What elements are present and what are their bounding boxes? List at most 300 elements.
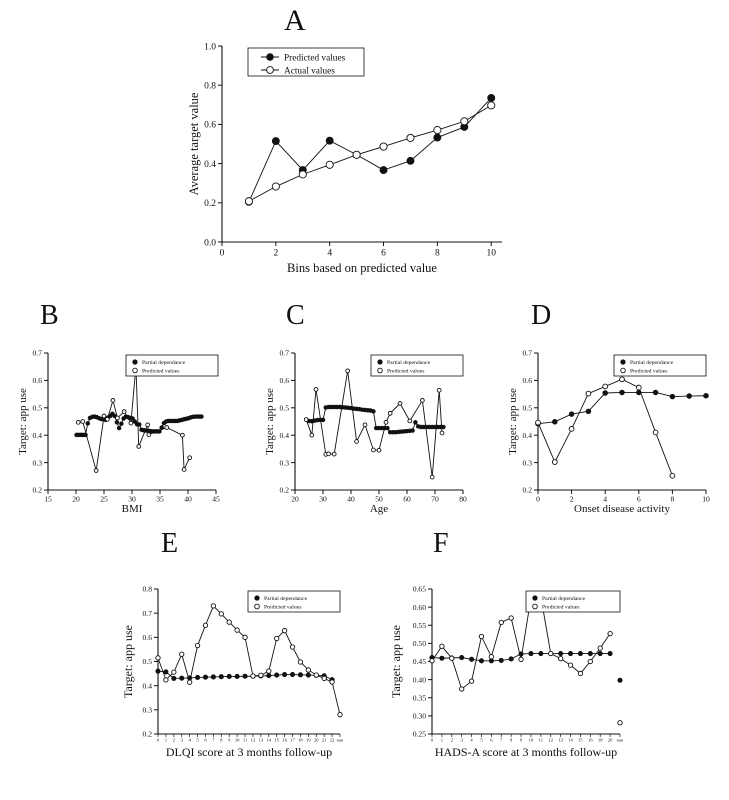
data-point-filled bbox=[117, 426, 121, 430]
data-point-open bbox=[346, 369, 350, 373]
data-point-open bbox=[165, 426, 169, 430]
data-point-filled bbox=[608, 651, 612, 655]
y-axis-title: Average target value bbox=[187, 92, 201, 196]
x-tick-label: 7 bbox=[500, 737, 503, 743]
x-tick-label: 4 bbox=[470, 737, 473, 743]
data-point-filled bbox=[219, 675, 223, 679]
x-tick-label: 18 bbox=[298, 737, 303, 743]
x-tick-label: 8 bbox=[670, 494, 675, 504]
data-point-open bbox=[499, 620, 503, 624]
data-point-filled bbox=[164, 670, 168, 674]
data-point-open bbox=[430, 659, 434, 663]
x-tick-label: 16 bbox=[282, 737, 287, 743]
data-point-open bbox=[384, 420, 388, 424]
x-tick-label: 45 bbox=[212, 494, 220, 504]
data-point-open bbox=[272, 183, 279, 190]
y-tick-label: 0.5 bbox=[522, 403, 532, 413]
data-point-open bbox=[181, 433, 185, 437]
data-point-open bbox=[353, 151, 360, 158]
data-point-filled bbox=[499, 658, 503, 662]
y-axis-title: Target: app use bbox=[264, 388, 276, 455]
legend-label: Partial dependance bbox=[542, 595, 586, 602]
data-point-open bbox=[552, 460, 557, 465]
legend-marker-open bbox=[533, 604, 538, 609]
x-tick-label: 20 bbox=[313, 737, 319, 743]
y-tick-label: 0.2 bbox=[279, 485, 289, 495]
data-point-open bbox=[377, 448, 381, 452]
data-point-open bbox=[299, 171, 306, 178]
y-tick-label: 0.7 bbox=[32, 348, 42, 358]
legend-label: Partial dependance bbox=[264, 595, 308, 602]
data-point-filled bbox=[687, 394, 692, 399]
y-tick-label: 0.50 bbox=[412, 639, 426, 649]
panel-b bbox=[0, 300, 243, 530]
x-tick-label: 60 bbox=[403, 494, 411, 504]
data-point-open bbox=[290, 645, 294, 649]
x-tick-label: 2 bbox=[450, 737, 453, 743]
y-axis-title: Target: app use bbox=[389, 625, 403, 698]
data-point-open bbox=[164, 678, 168, 682]
x-tick-label: 20 bbox=[607, 737, 613, 743]
data-point-filled bbox=[434, 134, 441, 141]
y-tick-label: 0.4 bbox=[204, 159, 216, 170]
data-point-filled bbox=[275, 673, 279, 677]
data-point-open bbox=[440, 644, 444, 648]
x-tick-label: 3 bbox=[180, 737, 183, 743]
data-point-open bbox=[235, 628, 239, 632]
x-tick-label: 22 bbox=[329, 737, 335, 743]
x-tick-label: 0 bbox=[536, 494, 540, 504]
y-tick-label: 0.65 bbox=[412, 584, 426, 594]
data-point-open bbox=[147, 433, 151, 437]
x-tick-label: 4 bbox=[188, 737, 191, 743]
data-point-open bbox=[322, 676, 326, 680]
y-axis-title: Target: app use bbox=[121, 625, 135, 698]
y-tick-label: 1.0 bbox=[204, 42, 216, 53]
x-tick-label: 11 bbox=[538, 737, 544, 743]
data-point-filled bbox=[469, 657, 473, 661]
series-line bbox=[158, 606, 340, 715]
x-tick-label: 14 bbox=[568, 737, 573, 743]
y-tick-label: 0.3 bbox=[279, 458, 289, 468]
x-tick-label: 20 bbox=[291, 494, 299, 504]
legend-label: Predicted values bbox=[542, 604, 580, 611]
x-tick-label: 4 bbox=[327, 248, 333, 259]
data-point-open bbox=[434, 126, 441, 133]
x-tick-label: 13 bbox=[258, 737, 264, 743]
data-point-open bbox=[76, 420, 80, 424]
data-point-open bbox=[203, 623, 207, 627]
legend-marker-filled bbox=[255, 596, 260, 601]
legend-marker-filled bbox=[621, 360, 626, 365]
legend-label: Partial dependance bbox=[387, 359, 431, 366]
data-point-filled bbox=[488, 94, 495, 101]
panel-c bbox=[243, 300, 486, 530]
x-tick-label: 12 bbox=[548, 737, 554, 743]
y-tick-label: 0.40 bbox=[412, 675, 426, 685]
x-tick-label: 13 bbox=[558, 737, 563, 743]
y-tick-label: 0.6 bbox=[142, 632, 152, 642]
panel-e-letter: E bbox=[161, 528, 179, 559]
x-tick-label: 50 bbox=[375, 494, 383, 504]
x-axis-title: DLQI score at 3 months follow-up bbox=[165, 745, 333, 759]
data-point-open bbox=[304, 418, 308, 422]
data-point-open bbox=[440, 431, 444, 435]
legend-label: Actual values bbox=[284, 66, 335, 77]
panel-e-chart bbox=[100, 528, 390, 800]
data-point-open bbox=[509, 616, 513, 620]
data-point-open bbox=[251, 674, 255, 678]
data-point-open bbox=[469, 679, 473, 683]
x-tick-label: 8 bbox=[510, 737, 513, 743]
y-tick-label: 0.7 bbox=[279, 348, 289, 358]
data-point-open bbox=[380, 143, 387, 150]
data-point-filled bbox=[586, 409, 591, 414]
data-point-filled bbox=[227, 674, 231, 678]
x-tick-label: 2 bbox=[172, 737, 175, 743]
x-tick-label: 70 bbox=[431, 494, 439, 504]
legend-marker-open bbox=[267, 67, 274, 74]
x-tick-label: 8 bbox=[220, 737, 223, 743]
x-tick-label: 8 bbox=[435, 248, 440, 259]
panel-d bbox=[486, 300, 729, 530]
y-tick-label: 0.5 bbox=[142, 657, 152, 667]
x-tick-label: 80 bbox=[459, 494, 467, 504]
data-point-open bbox=[598, 646, 602, 650]
y-tick-label: 0.2 bbox=[204, 199, 216, 210]
data-point-filled bbox=[558, 651, 562, 655]
data-point-filled bbox=[459, 655, 463, 659]
data-point-open bbox=[608, 631, 612, 635]
data-point-open bbox=[618, 721, 622, 725]
y-tick-label: 0.6 bbox=[279, 376, 289, 386]
panel-f bbox=[370, 528, 670, 800]
x-axis-title: Age bbox=[369, 503, 389, 515]
data-point-filled bbox=[372, 409, 376, 413]
data-point-filled bbox=[115, 420, 119, 424]
x-tick-label: 0 bbox=[219, 248, 225, 259]
data-point-open bbox=[105, 417, 109, 421]
data-point-open bbox=[137, 445, 141, 449]
data-point-open bbox=[310, 433, 314, 437]
y-tick-label: 0.2 bbox=[32, 485, 42, 495]
panel-d-letter: D bbox=[531, 300, 552, 331]
data-point-open bbox=[180, 652, 184, 656]
x-tick-label: 35 bbox=[156, 494, 164, 504]
data-point-open bbox=[450, 656, 454, 660]
data-point-open bbox=[298, 660, 302, 664]
data-point-filled bbox=[603, 391, 608, 396]
x-tick-label: 6 bbox=[204, 737, 207, 743]
data-point-open bbox=[355, 440, 359, 444]
y-tick-label: 0.6 bbox=[32, 376, 42, 386]
data-point-open bbox=[479, 634, 483, 638]
data-point-filled bbox=[618, 678, 622, 682]
data-point-filled bbox=[588, 651, 592, 655]
x-tick-label: 6 bbox=[490, 737, 493, 743]
legend-marker-filled bbox=[267, 54, 274, 61]
data-point-filled bbox=[386, 426, 390, 430]
data-point-open bbox=[188, 456, 192, 460]
data-point-filled bbox=[653, 390, 658, 395]
y-tick-label: 0.55 bbox=[412, 620, 426, 630]
y-tick-label: 0.4 bbox=[522, 430, 532, 440]
data-point-open bbox=[620, 377, 625, 382]
data-point-open bbox=[603, 384, 608, 389]
data-point-open bbox=[588, 659, 592, 663]
data-point-open bbox=[211, 604, 215, 608]
data-point-filled bbox=[156, 669, 160, 673]
legend-label: Predicted values bbox=[142, 368, 180, 375]
y-tick-label: 0.45 bbox=[412, 657, 426, 667]
x-tick-label: 3 bbox=[460, 737, 463, 743]
data-point-open bbox=[122, 410, 126, 414]
x-tick-label: 6 bbox=[381, 248, 386, 259]
data-point-open bbox=[330, 680, 334, 684]
data-point-open bbox=[461, 118, 468, 125]
x-tick-label: 40 bbox=[184, 494, 192, 504]
legend-label: Predicted values bbox=[387, 368, 425, 375]
data-point-open bbox=[578, 671, 582, 675]
panel-a-chart bbox=[0, 0, 729, 290]
legend-label: Predicted values bbox=[630, 368, 668, 375]
data-point-filled bbox=[119, 422, 123, 426]
x-tick-label: 19 bbox=[306, 737, 311, 743]
x-axis-title: Bins based on predicted value bbox=[287, 261, 437, 275]
data-point-filled bbox=[704, 393, 709, 398]
data-point-filled bbox=[670, 394, 675, 399]
legend-label: Predicted values bbox=[264, 604, 302, 611]
data-point-filled bbox=[180, 676, 184, 680]
data-point-open bbox=[459, 687, 463, 691]
data-point-filled bbox=[200, 415, 204, 419]
data-point-filled bbox=[272, 137, 279, 144]
data-point-open bbox=[275, 636, 279, 640]
y-tick-label: 0.3 bbox=[32, 458, 42, 468]
x-tick-label: 18 bbox=[597, 737, 603, 743]
legend-marker-open bbox=[378, 368, 383, 373]
y-tick-label: 0.2 bbox=[522, 485, 532, 495]
data-point-filled bbox=[243, 674, 247, 678]
data-point-open bbox=[569, 427, 574, 432]
y-axis-title: Target: app use bbox=[507, 388, 519, 455]
x-tick-label: 21 bbox=[321, 737, 327, 743]
panel-f-letter: F bbox=[433, 528, 449, 559]
legend-marker-filled bbox=[133, 360, 138, 365]
x-tick-label: 15 bbox=[44, 494, 52, 504]
data-point-open bbox=[326, 161, 333, 168]
x-tick-label: 5 bbox=[196, 737, 199, 743]
data-point-open bbox=[338, 712, 342, 716]
y-tick-label: 0.4 bbox=[32, 430, 42, 440]
data-point-filled bbox=[568, 651, 572, 655]
data-point-open bbox=[267, 669, 271, 673]
data-point-open bbox=[430, 475, 434, 479]
x-tick-label: 10 bbox=[486, 248, 496, 259]
y-axis-title: Target: app use bbox=[17, 388, 29, 455]
data-point-filled bbox=[306, 673, 310, 677]
x-tick-label: 9 bbox=[228, 737, 231, 743]
data-point-filled bbox=[282, 672, 286, 676]
data-point-open bbox=[372, 448, 376, 452]
data-point-open bbox=[245, 198, 252, 205]
data-point-open bbox=[219, 612, 223, 616]
x-tick-label: 7 bbox=[212, 737, 215, 743]
data-point-filled bbox=[380, 166, 387, 173]
data-point-open bbox=[116, 416, 120, 420]
data-point-filled bbox=[569, 412, 574, 417]
y-tick-label: 0.6 bbox=[522, 376, 532, 386]
y-tick-label: 0.30 bbox=[412, 711, 426, 721]
data-point-open bbox=[332, 452, 336, 456]
panel-a bbox=[0, 0, 729, 290]
legend-marker-open bbox=[133, 368, 138, 373]
x-tick-label: 10 bbox=[528, 737, 534, 743]
legend-marker-open bbox=[621, 368, 626, 373]
y-tick-label: 0.3 bbox=[142, 705, 152, 715]
x-tick-label: 16 bbox=[588, 737, 593, 743]
x-tick-label: 0 bbox=[430, 737, 434, 743]
data-point-open bbox=[586, 391, 591, 396]
data-point-filled bbox=[211, 675, 215, 679]
data-point-filled bbox=[411, 429, 415, 433]
panel-d-chart bbox=[486, 300, 729, 530]
y-tick-label: 0.2 bbox=[142, 729, 152, 739]
y-tick-label: 0.4 bbox=[279, 430, 289, 440]
x-tick-label: 6 bbox=[636, 494, 641, 504]
data-point-open bbox=[437, 388, 441, 392]
data-point-open bbox=[363, 423, 367, 427]
data-point-open bbox=[129, 421, 133, 425]
data-point-filled bbox=[539, 651, 543, 655]
x-tick-label: 0 bbox=[156, 737, 160, 743]
data-point-filled bbox=[414, 420, 418, 424]
x-tick-label: 9 bbox=[519, 737, 523, 743]
data-point-open bbox=[306, 668, 310, 672]
panel-f-chart bbox=[370, 528, 670, 800]
legend-marker-filled bbox=[378, 360, 383, 365]
data-point-filled bbox=[235, 674, 239, 678]
data-point-filled bbox=[326, 137, 333, 144]
panel-c-chart bbox=[243, 300, 486, 530]
x-axis-title: Onset disease activity bbox=[574, 503, 670, 515]
x-axis-title: BMI bbox=[121, 503, 143, 515]
data-point-filled bbox=[203, 675, 207, 679]
data-point-filled bbox=[598, 651, 602, 655]
y-tick-label: 0.0 bbox=[204, 238, 216, 249]
x-tick-label: 25 bbox=[100, 494, 108, 504]
data-point-open bbox=[670, 473, 675, 478]
series-line bbox=[538, 392, 706, 423]
data-point-open bbox=[388, 411, 392, 415]
data-point-open bbox=[282, 628, 286, 632]
x-tick-label: 10 bbox=[234, 737, 240, 743]
data-point-filled bbox=[529, 651, 533, 655]
x-tick-label: 4 bbox=[603, 494, 608, 504]
x-tick-label: 15 bbox=[578, 737, 583, 743]
y-tick-label: 0.35 bbox=[412, 693, 426, 703]
data-point-filled bbox=[86, 422, 90, 426]
data-point-open bbox=[243, 635, 247, 639]
data-point-filled bbox=[440, 656, 444, 660]
x-tick-label: 11 bbox=[242, 737, 248, 743]
data-point-filled bbox=[552, 419, 557, 424]
data-point-filled bbox=[578, 651, 582, 655]
data-point-open bbox=[549, 651, 553, 655]
y-tick-label: 0.8 bbox=[142, 584, 152, 594]
data-point-open bbox=[536, 420, 541, 425]
data-point-open bbox=[636, 385, 641, 390]
data-point-open bbox=[558, 656, 562, 660]
data-point-filled bbox=[290, 672, 294, 676]
y-tick-label: 0.5 bbox=[279, 403, 289, 413]
data-point-open bbox=[195, 643, 199, 647]
legend-marker-filled bbox=[533, 596, 538, 601]
x-tick-label: 30 bbox=[128, 494, 136, 504]
x-tick-label: 5 bbox=[480, 737, 483, 743]
data-point-filled bbox=[620, 390, 625, 395]
panel-a-letter: A bbox=[284, 4, 306, 37]
data-point-filled bbox=[298, 673, 302, 677]
x-tick-label: 15 bbox=[274, 737, 279, 743]
x-tick-label: 20 bbox=[72, 494, 80, 504]
panel-c-letter: C bbox=[286, 300, 305, 331]
x-tick-label: 2 bbox=[569, 494, 574, 504]
x-tick-label: 17 bbox=[290, 737, 295, 743]
y-tick-label: 0.7 bbox=[522, 348, 532, 358]
data-point-open bbox=[314, 388, 318, 392]
data-point-open bbox=[111, 399, 115, 403]
series-line bbox=[249, 98, 491, 202]
data-point-filled bbox=[172, 676, 176, 680]
data-point-open bbox=[408, 419, 412, 423]
data-point-open bbox=[182, 468, 186, 472]
y-tick-label: 0.3 bbox=[522, 458, 532, 468]
y-tick-label: 0.5 bbox=[32, 403, 42, 413]
x-tick-label: nan bbox=[616, 737, 624, 743]
x-tick-label: 1 bbox=[164, 737, 168, 743]
legend-label: Partial dependance bbox=[630, 359, 674, 366]
legend-label: Predicted values bbox=[284, 53, 346, 64]
y-tick-label: 0.6 bbox=[204, 120, 216, 131]
legend-marker-open bbox=[255, 604, 260, 609]
data-point-filled bbox=[195, 675, 199, 679]
y-tick-label: 0.60 bbox=[412, 602, 426, 612]
y-tick-label: 0.4 bbox=[142, 681, 152, 691]
data-point-open bbox=[156, 656, 160, 660]
data-point-open bbox=[327, 452, 331, 456]
x-tick-label: 1 bbox=[440, 737, 444, 743]
data-point-open bbox=[81, 420, 85, 424]
panel-b-chart bbox=[0, 300, 243, 530]
data-point-filled bbox=[321, 418, 325, 422]
x-tick-label: 12 bbox=[250, 737, 256, 743]
data-point-filled bbox=[407, 157, 414, 164]
x-tick-label: 30 bbox=[319, 494, 327, 504]
data-point-filled bbox=[267, 673, 271, 677]
y-tick-label: 0.7 bbox=[142, 608, 152, 618]
data-point-filled bbox=[479, 659, 483, 663]
y-tick-label: 0.25 bbox=[412, 729, 426, 739]
data-point-open bbox=[259, 673, 263, 677]
legend-label: Partial dependance bbox=[142, 359, 186, 366]
x-tick-label: 14 bbox=[266, 737, 272, 743]
panel-b-letter: B bbox=[40, 300, 59, 331]
data-point-open bbox=[568, 663, 572, 667]
data-point-open bbox=[488, 102, 495, 109]
data-point-open bbox=[94, 469, 98, 473]
data-point-open bbox=[653, 430, 658, 435]
